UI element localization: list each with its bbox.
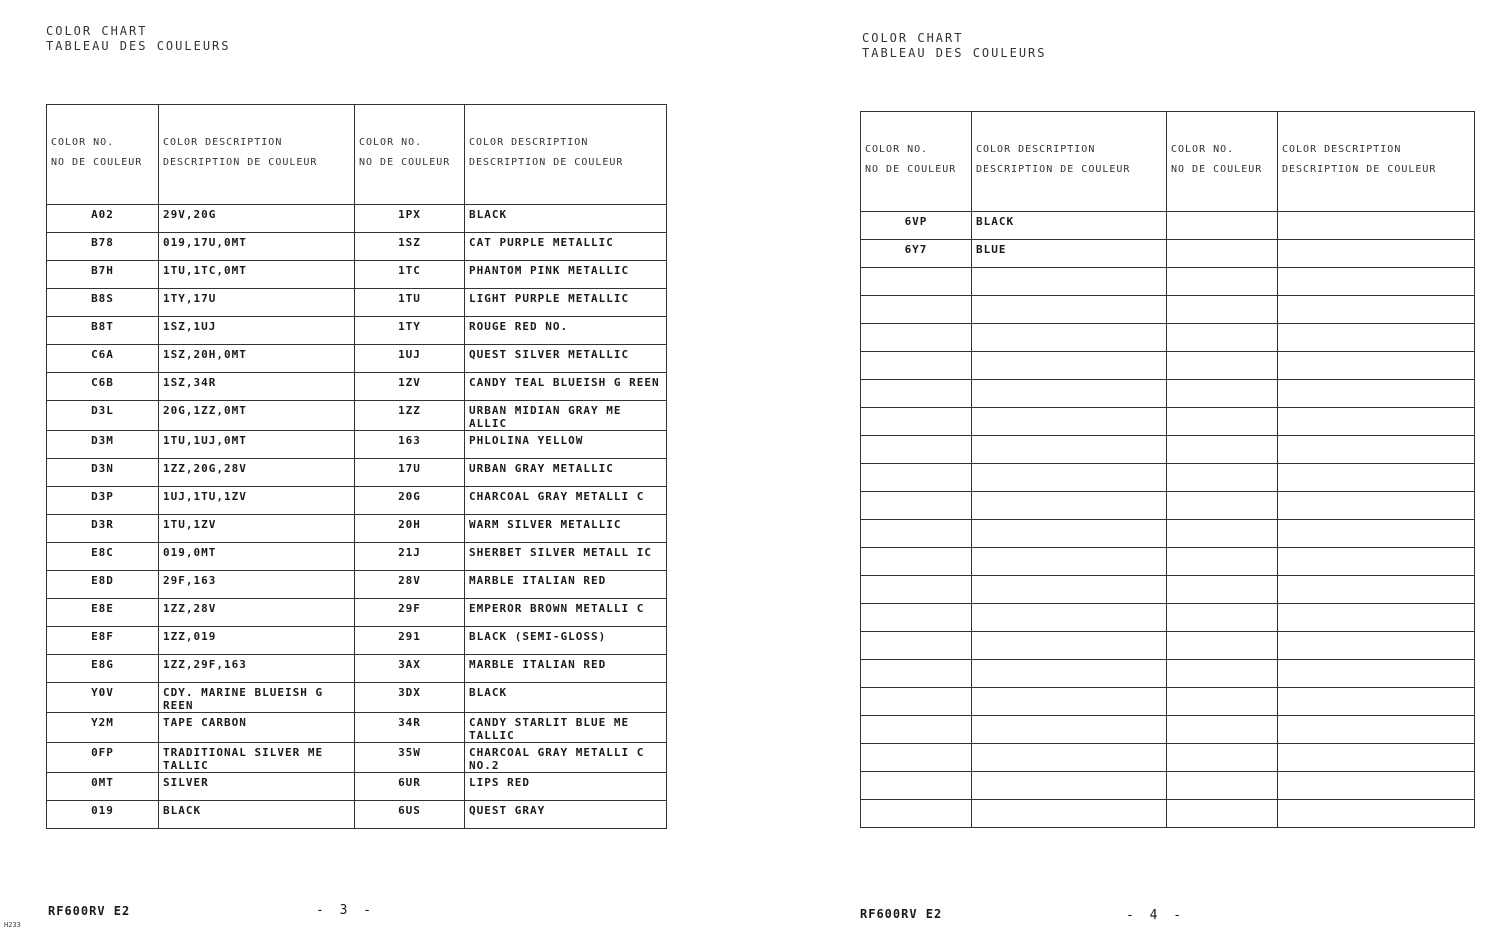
- empty-cell: [972, 548, 1167, 576]
- cell-color-no: 3DX: [355, 683, 465, 713]
- cell-color-description: SILVER: [159, 773, 355, 801]
- empty-cell: [1278, 716, 1475, 744]
- empty-cell: [1167, 324, 1278, 352]
- empty-cell: [1278, 604, 1475, 632]
- cell-color-description: EMPEROR BROWN METALLI C: [465, 599, 667, 627]
- empty-cell: [861, 576, 972, 604]
- empty-cell: [972, 660, 1167, 688]
- cell-color-no: 163: [355, 431, 465, 459]
- table-row: [47, 401, 667, 431]
- empty-cell: [1278, 436, 1475, 464]
- page-number: - 3 -: [316, 903, 376, 918]
- table-row: [861, 240, 1475, 268]
- empty-cell: [861, 548, 972, 576]
- empty-cell: [972, 744, 1167, 772]
- header-color-description: [159, 105, 355, 205]
- right-page: [750, 0, 1500, 930]
- cell-color-no: 1SZ: [355, 233, 465, 261]
- empty-cell: [861, 408, 972, 436]
- empty-cell: [1278, 772, 1475, 800]
- header-color-no: [47, 105, 159, 205]
- empty-cell: [972, 604, 1167, 632]
- cell-color-description: 1TU,1UJ,0MT: [159, 431, 355, 459]
- table-row-empty: [861, 296, 1475, 324]
- table-row-empty: [861, 744, 1475, 772]
- title-english: COLOR CHART: [862, 31, 964, 45]
- empty-cell: [1167, 548, 1278, 576]
- cell-color-description: MARBLE ITALIAN RED: [465, 571, 667, 599]
- header-color-description: [972, 112, 1167, 212]
- cell-color-description: 1SZ,1UJ: [159, 317, 355, 345]
- empty-cell: [1167, 772, 1278, 800]
- cell-color-description: 1TU,1TC,0MT: [159, 261, 355, 289]
- cell-color-description: MARBLE ITALIAN RED: [465, 655, 667, 683]
- table-row-empty: [861, 548, 1475, 576]
- table-row: [47, 743, 667, 773]
- cell-color-description: CDY. MARINE BLUEISH G REEN: [159, 683, 355, 713]
- cell-color-description: BLACK: [972, 212, 1167, 240]
- header-color-no: [1167, 112, 1278, 212]
- cell-color-no: 21J: [355, 543, 465, 571]
- empty-cell: [1278, 576, 1475, 604]
- cell-color-no: C6A: [47, 345, 159, 373]
- cell-color-no: 1TY: [355, 317, 465, 345]
- table-row-empty: [861, 380, 1475, 408]
- empty-cell: [1167, 604, 1278, 632]
- table-row-empty: [861, 660, 1475, 688]
- cell-color-no: 28V: [355, 571, 465, 599]
- empty-cell: [861, 492, 972, 520]
- cell-color-no: 1ZV: [355, 373, 465, 401]
- cell-color-no: B78: [47, 233, 159, 261]
- cell-color-no: C6B: [47, 373, 159, 401]
- cell-color-description: TAPE CARBON: [159, 713, 355, 743]
- table-row-empty: [861, 324, 1475, 352]
- empty-cell: [861, 464, 972, 492]
- empty-cell: [861, 352, 972, 380]
- cell-color-description: SHERBET SILVER METALL IC: [465, 543, 667, 571]
- page-title: [862, 31, 1047, 61]
- table-row: [47, 543, 667, 571]
- table-row-empty: [861, 632, 1475, 660]
- color-chart-table: [860, 111, 1475, 828]
- header-color-no: [861, 112, 972, 212]
- empty-cell: [861, 436, 972, 464]
- cell-color-no: D3P: [47, 487, 159, 515]
- cell-color-no: E8C: [47, 543, 159, 571]
- cell-color-no: 291: [355, 627, 465, 655]
- empty-cell: [1278, 492, 1475, 520]
- cell-color-description: 1TY,17U: [159, 289, 355, 317]
- empty-cell: [1278, 324, 1475, 352]
- empty-cell: [1278, 632, 1475, 660]
- header-label-fr: NO DE COULEUR: [1171, 164, 1263, 175]
- empty-cell: [1167, 744, 1278, 772]
- cell-color-description: 20G,1ZZ,0MT: [159, 401, 355, 431]
- empty-cell: [1278, 296, 1475, 324]
- cell-color-no: D3R: [47, 515, 159, 543]
- table-row: [47, 233, 667, 261]
- cell-color-no: Y0V: [47, 683, 159, 713]
- header-label-fr: DESCRIPTION DE COULEUR: [976, 164, 1131, 175]
- empty-cell: [972, 324, 1167, 352]
- cell-color-description: BLACK: [159, 801, 355, 829]
- empty-cell: [1167, 688, 1278, 716]
- cell-color-no: 20H: [355, 515, 465, 543]
- cell-color-description: ROUGE RED NO.: [465, 317, 667, 345]
- cell-color-no: 019: [47, 801, 159, 829]
- cell-color-no: 17U: [355, 459, 465, 487]
- table-row-empty: [861, 576, 1475, 604]
- empty-cell: [1167, 464, 1278, 492]
- cell-color-description: 1SZ,34R: [159, 373, 355, 401]
- empty-cell: [1167, 660, 1278, 688]
- table-row: [47, 289, 667, 317]
- empty-cell: [1278, 744, 1475, 772]
- table-row: [47, 431, 667, 459]
- header-color-no: [355, 105, 465, 205]
- cell-color-no: E8F: [47, 627, 159, 655]
- empty-cell: [1278, 520, 1475, 548]
- table-row-empty: [861, 268, 1475, 296]
- empty-cell: [861, 632, 972, 660]
- table-row: [47, 373, 667, 401]
- cell-color-no: 1PX: [355, 205, 465, 233]
- empty-cell: [972, 408, 1167, 436]
- empty-cell: [972, 800, 1167, 828]
- cell-color-description: QUEST GRAY: [465, 801, 667, 829]
- cell-color-description: BLUE: [972, 240, 1167, 268]
- page-number: - 4 -: [1126, 908, 1186, 923]
- empty-cell: [1278, 800, 1475, 828]
- title-french: TABLEAU DES COULEURS: [46, 39, 231, 53]
- table-row-empty: [861, 492, 1475, 520]
- table-body: [861, 212, 1475, 828]
- cell-color-description: TRADITIONAL SILVER ME TALLIC: [159, 743, 355, 773]
- table-row: [47, 261, 667, 289]
- empty-cell: [972, 380, 1167, 408]
- header-color-description: [465, 105, 667, 205]
- table-row: [47, 655, 667, 683]
- header-label-en: COLOR NO.: [1171, 144, 1235, 155]
- cell-color-description: BLACK (SEMI-GLOSS): [465, 627, 667, 655]
- table-row: [861, 212, 1475, 240]
- cell-color-no: E8G: [47, 655, 159, 683]
- empty-cell: [1167, 716, 1278, 744]
- empty-cell: [1167, 436, 1278, 464]
- table-body: [47, 205, 667, 829]
- empty-cell: [972, 632, 1167, 660]
- title-french: TABLEAU DES COULEURS: [862, 46, 1047, 60]
- cell-color-no: E8E: [47, 599, 159, 627]
- cell-color-description: URBAN GRAY METALLIC: [465, 459, 667, 487]
- footer-model: RF600RV E2: [48, 904, 131, 918]
- cell-color-description: 019,0MT: [159, 543, 355, 571]
- cell-color-no: 6US: [355, 801, 465, 829]
- cell-color-no: B8S: [47, 289, 159, 317]
- cell-color-description: [1278, 240, 1475, 268]
- cell-color-description: 1ZZ,28V: [159, 599, 355, 627]
- table-row: [47, 801, 667, 829]
- table-row: [47, 459, 667, 487]
- empty-cell: [861, 520, 972, 548]
- header-label-fr: DESCRIPTION DE COULEUR: [1282, 164, 1437, 175]
- empty-cell: [1167, 576, 1278, 604]
- table-row-empty: [861, 352, 1475, 380]
- table-row: [47, 515, 667, 543]
- table-row: [47, 487, 667, 515]
- table-row-empty: [861, 688, 1475, 716]
- cell-color-description: CAT PURPLE METALLIC: [465, 233, 667, 261]
- empty-cell: [1278, 688, 1475, 716]
- header-label-en: COLOR NO.: [865, 144, 929, 155]
- table-row-empty: [861, 408, 1475, 436]
- header-label-fr: DESCRIPTION DE COULEUR: [469, 157, 624, 168]
- cell-color-no: 0FP: [47, 743, 159, 773]
- cell-color-description: PHANTOM PINK METALLIC: [465, 261, 667, 289]
- table-row-empty: [861, 800, 1475, 828]
- cell-color-description: BLACK: [465, 683, 667, 713]
- table-row: [47, 571, 667, 599]
- cell-color-no: 29F: [355, 599, 465, 627]
- cell-color-no: D3M: [47, 431, 159, 459]
- header-label-en: COLOR DESCRIPTION: [163, 137, 283, 148]
- cell-color-description: BLACK: [465, 205, 667, 233]
- cell-color-no: 6Y7: [861, 240, 972, 268]
- cell-color-no: B8T: [47, 317, 159, 345]
- empty-cell: [861, 268, 972, 296]
- empty-cell: [1167, 268, 1278, 296]
- empty-cell: [861, 660, 972, 688]
- table-row: [47, 317, 667, 345]
- cell-color-description: 1ZZ,019: [159, 627, 355, 655]
- cell-color-no: [1167, 212, 1278, 240]
- cell-color-description: PHLOLINA YELLOW: [465, 431, 667, 459]
- cell-color-description: 1ZZ,20G,28V: [159, 459, 355, 487]
- empty-cell: [1167, 632, 1278, 660]
- empty-cell: [861, 604, 972, 632]
- empty-cell: [972, 436, 1167, 464]
- title-english: COLOR CHART: [46, 24, 148, 38]
- empty-cell: [1278, 660, 1475, 688]
- empty-cell: [1278, 548, 1475, 576]
- header-color-description: [1278, 112, 1475, 212]
- table-row: [47, 345, 667, 373]
- empty-cell: [1278, 408, 1475, 436]
- cell-color-description: 1UJ,1TU,1ZV: [159, 487, 355, 515]
- footer-model: RF600RV E2: [860, 907, 943, 921]
- table-row-empty: [861, 436, 1475, 464]
- empty-cell: [972, 268, 1167, 296]
- table-row-empty: [861, 716, 1475, 744]
- empty-cell: [1167, 296, 1278, 324]
- header-label-en: COLOR DESCRIPTION: [469, 137, 589, 148]
- empty-cell: [972, 520, 1167, 548]
- empty-cell: [972, 492, 1167, 520]
- cell-color-no: 34R: [355, 713, 465, 743]
- cell-color-no: D3N: [47, 459, 159, 487]
- empty-cell: [972, 772, 1167, 800]
- cell-color-description: [1278, 212, 1475, 240]
- empty-cell: [1278, 464, 1475, 492]
- color-chart-table: [46, 104, 667, 829]
- cell-color-no: 1TU: [355, 289, 465, 317]
- empty-cell: [1278, 380, 1475, 408]
- cell-color-no: 20G: [355, 487, 465, 515]
- header-label-en: COLOR NO.: [359, 137, 423, 148]
- header-label-fr: NO DE COULEUR: [359, 157, 451, 168]
- cell-color-no: 1UJ: [355, 345, 465, 373]
- empty-cell: [1167, 408, 1278, 436]
- cell-color-no: 6VP: [861, 212, 972, 240]
- empty-cell: [1167, 380, 1278, 408]
- cell-color-no: 35W: [355, 743, 465, 773]
- cell-color-no: 1ZZ: [355, 401, 465, 431]
- cell-color-description: CANDY STARLIT BLUE ME TALLIC: [465, 713, 667, 743]
- empty-cell: [861, 772, 972, 800]
- cell-color-description: LIGHT PURPLE METALLIC: [465, 289, 667, 317]
- cell-color-no: 3AX: [355, 655, 465, 683]
- cell-color-no: A02: [47, 205, 159, 233]
- table-row-empty: [861, 464, 1475, 492]
- empty-cell: [972, 296, 1167, 324]
- empty-cell: [1167, 520, 1278, 548]
- cell-color-description: 1SZ,20H,0MT: [159, 345, 355, 373]
- empty-cell: [1278, 352, 1475, 380]
- table-header-row: [861, 112, 1475, 212]
- corner-mark: H233: [4, 921, 21, 929]
- cell-color-description: 019,17U,0MT: [159, 233, 355, 261]
- empty-cell: [972, 716, 1167, 744]
- empty-cell: [861, 688, 972, 716]
- empty-cell: [1167, 800, 1278, 828]
- empty-cell: [972, 576, 1167, 604]
- cell-color-no: E8D: [47, 571, 159, 599]
- table-row-empty: [861, 604, 1475, 632]
- cell-color-description: CHARCOAL GRAY METALLI C: [465, 487, 667, 515]
- header-label-en: COLOR NO.: [51, 137, 115, 148]
- table-row: [47, 627, 667, 655]
- table-header-row: [47, 105, 667, 205]
- cell-color-no: 0MT: [47, 773, 159, 801]
- cell-color-description: 1ZZ,29F,163: [159, 655, 355, 683]
- empty-cell: [861, 716, 972, 744]
- cell-color-description: CHARCOAL GRAY METALLI C NO.2: [465, 743, 667, 773]
- table-row: [47, 713, 667, 743]
- cell-color-description: CANDY TEAL BLUEISH G REEN: [465, 373, 667, 401]
- table-row: [47, 599, 667, 627]
- cell-color-description: 1TU,1ZV: [159, 515, 355, 543]
- cell-color-description: LIPS RED: [465, 773, 667, 801]
- cell-color-no: 6UR: [355, 773, 465, 801]
- header-label-en: COLOR DESCRIPTION: [976, 144, 1096, 155]
- empty-cell: [861, 324, 972, 352]
- empty-cell: [972, 464, 1167, 492]
- cell-color-description: WARM SILVER METALLIC: [465, 515, 667, 543]
- empty-cell: [861, 380, 972, 408]
- empty-cell: [861, 296, 972, 324]
- table-row: [47, 683, 667, 713]
- header-label-en: COLOR DESCRIPTION: [1282, 144, 1402, 155]
- cell-color-description: URBAN MIDIAN GRAY ME ALLIC: [465, 401, 667, 431]
- table-row-empty: [861, 520, 1475, 548]
- cell-color-no: Y2M: [47, 713, 159, 743]
- empty-cell: [972, 352, 1167, 380]
- empty-cell: [861, 744, 972, 772]
- empty-cell: [1167, 492, 1278, 520]
- empty-cell: [1167, 352, 1278, 380]
- header-label-fr: NO DE COULEUR: [51, 157, 143, 168]
- cell-color-no: 1TC: [355, 261, 465, 289]
- cell-color-no: B7H: [47, 261, 159, 289]
- empty-cell: [861, 800, 972, 828]
- empty-cell: [1278, 268, 1475, 296]
- cell-color-description: QUEST SILVER METALLIC: [465, 345, 667, 373]
- table-row-empty: [861, 772, 1475, 800]
- header-label-fr: DESCRIPTION DE COULEUR: [163, 157, 318, 168]
- table-row: [47, 205, 667, 233]
- cell-color-description: 29V,20G: [159, 205, 355, 233]
- table-row: [47, 773, 667, 801]
- empty-cell: [972, 688, 1167, 716]
- cell-color-no: D3L: [47, 401, 159, 431]
- cell-color-no: [1167, 240, 1278, 268]
- page-title: [46, 24, 231, 54]
- header-label-fr: NO DE COULEUR: [865, 164, 957, 175]
- cell-color-description: 29F,163: [159, 571, 355, 599]
